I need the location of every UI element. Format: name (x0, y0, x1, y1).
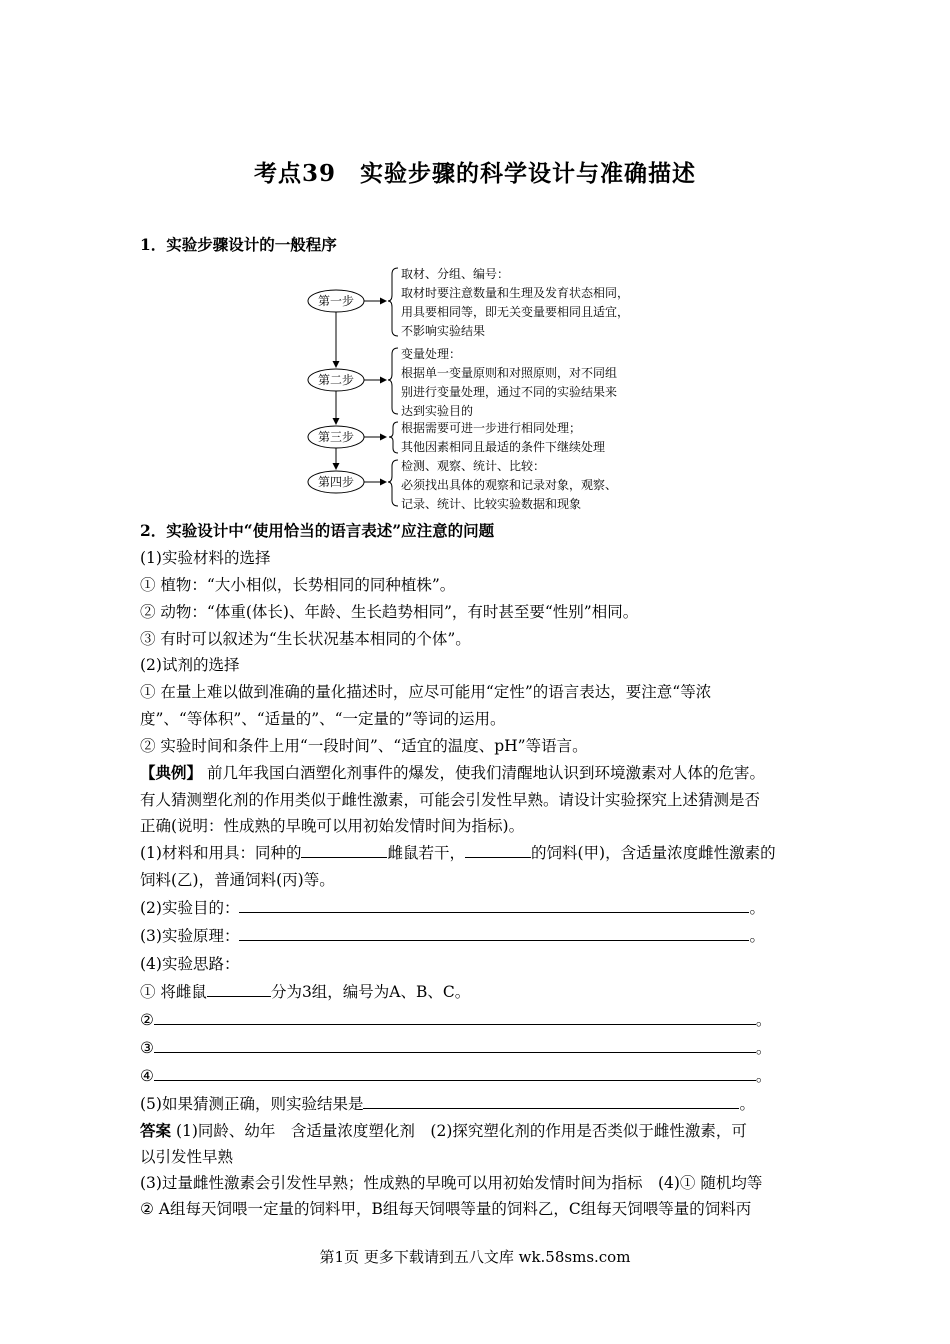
reagent-item: ① 在量上难以做到准确的量化描述时，应尽可能用“定性”的语言表达，要注意“等浓 (140, 683, 712, 701)
material-item: ② 动物：“体重(体长)、年龄、生长趋势相同”，有时甚至要“性别”相同。 (140, 603, 639, 621)
example-tag: 【典例】 (140, 763, 203, 782)
q4-end: 。 (755, 1067, 772, 1085)
brace-3 (389, 422, 398, 453)
answer-tag: 答案 (140, 1121, 172, 1140)
answer-line: (3)过量雌性激素会引发性早熟；性成熟的早晚可以用初始发情时间为指标 (4)① 随机均等 (140, 1174, 763, 1192)
reagent-heading: (2)试剂的选择 (140, 656, 240, 674)
question-4-step3 (140, 1035, 812, 1061)
blank-field[interactable] (239, 895, 749, 913)
q1-text: (1)材料和用具：同种的 (140, 844, 302, 862)
q5-end: 。 (739, 1095, 755, 1113)
brace-1 (388, 268, 398, 336)
section1-heading: 1．实验步骤设计的一般程序 (140, 235, 337, 254)
material-item: ③ 有时可以叙述为“生长状况基本相同的个体”。 (140, 630, 471, 648)
blank-field[interactable] (154, 1007, 756, 1025)
step1-line: 取材、分组、编号： (401, 267, 510, 281)
step2-label: 第二步 (317, 373, 354, 387)
step4-label: 第四步 (317, 475, 354, 489)
question-1-cont: 饲料(乙)，普通饲料(丙)等。 (140, 871, 335, 889)
step1-line: 用具要相同等，即无关变量要相同且适宜， (401, 305, 630, 319)
step1-line: 取材时要注意数量和生理及发育状态相同， (401, 286, 630, 300)
page-title: 考点39 实验步骤的科学设计与准确描述 (253, 160, 696, 187)
step3-text (401, 419, 605, 457)
blank-field[interactable] (207, 979, 271, 997)
example-line: 正确(说明：性成熟的早晚可以用初始发情时间为指标)。 (140, 817, 525, 835)
step2-line: 变量处理： (401, 347, 462, 361)
q1-text: 雌鼠若干， (387, 844, 465, 862)
q1-text: 的饲料(甲)，含适量浓度雌性激素的 (530, 844, 776, 862)
q4-marker: ④ (140, 1067, 154, 1085)
blank-field[interactable] (154, 1035, 756, 1053)
blank-field[interactable] (301, 840, 387, 858)
q5-label: (5)如果猜测正确，则实验结果是 (140, 1095, 364, 1113)
blank-field[interactable] (465, 840, 531, 858)
q2-end: 。 (749, 899, 765, 917)
reagent-item: ② 实验时间和条件上用“一段时间”、“适宜的温度、pH”等语言。 (140, 737, 588, 755)
step1-line: 不影响实验结果 (401, 324, 486, 338)
answer-line: 以引发性早熟 (140, 1148, 234, 1166)
material-item: ① 植物：“大小相似，长势相同的同种植株”。 (140, 576, 456, 594)
step2-line: 达到实验目的 (401, 404, 474, 418)
question-4-step1 (140, 979, 812, 1005)
step1-label: 第一步 (317, 294, 354, 308)
material-heading: (1)实验材料的选择 (140, 549, 271, 567)
question-4-heading: (4)实验思路： (140, 955, 240, 973)
question-4-step2 (140, 1007, 812, 1033)
question-5 (140, 1091, 812, 1117)
step4-line: 记录、统计、比较实验数据和现象 (401, 497, 582, 511)
blank-field[interactable] (154, 1063, 756, 1081)
blank-field[interactable] (363, 1091, 739, 1109)
step1-text (401, 265, 629, 341)
q4-end: 。 (755, 1039, 772, 1057)
step4-line: 检测、观察、统计、比较： (401, 459, 546, 473)
brace-4 (388, 460, 398, 506)
q4-end: 。 (755, 1011, 772, 1029)
step4-line: 必须找出具体的观察和记录对象，观察、 (401, 478, 618, 492)
q4-text: 分为3组，编号为A、B、C。 (270, 983, 471, 1001)
example-text: 前几年我国白酒塑化剂事件的爆发，使我们清醒地认识到环境激素对人体的危害。 (206, 764, 765, 782)
q4-marker: ③ (140, 1039, 154, 1057)
q3-end: 。 (749, 927, 765, 945)
step2-line: 根据单一变量原则和对照原则，对不同组 (401, 366, 618, 380)
step3-line: 根据需要可进一步进行相同处理； (401, 421, 582, 435)
section2-heading: 2．实验设计中“使用恰当的语言表述”应注意的问题 (140, 521, 495, 540)
answer-line (140, 1118, 812, 1144)
question-2 (140, 895, 812, 921)
brace-2 (388, 348, 398, 414)
step3-line: 其他因素相同且最适的条件下继续处理 (401, 440, 606, 454)
page-footer: 第1页 更多下载请到五八文库 wk.58sms.com (319, 1248, 631, 1266)
example-line (140, 760, 812, 786)
question-3 (140, 923, 812, 949)
flowchart (300, 262, 660, 512)
q2-label: (2)实验目的： (140, 899, 240, 917)
question-4-step4 (140, 1063, 812, 1089)
step2-text (401, 345, 617, 421)
q3-label: (3)实验原理： (140, 927, 240, 945)
step2-line: 别进行变量处理，通过不同的实验结果来 (401, 385, 618, 399)
example-line: 有人猜测塑化剂的作用类似于雌性激素，可能会引发性早熟。请设计实验探究上述猜测是否 (140, 791, 761, 809)
reagent-item: 度”、“等体积”、“适量的”、“一定量的”等词的运用。 (140, 710, 506, 728)
answer-line: ② A组每天饲喂一定量的饲料甲，B组每天饲喂等量的饲料乙，C组每天饲喂等量的饲料丙 (140, 1200, 752, 1218)
blank-field[interactable] (239, 923, 749, 941)
step4-text (401, 457, 617, 514)
step3-label: 第三步 (317, 430, 354, 444)
q4-text: ① 将雌鼠 (140, 983, 207, 1001)
question-1 (140, 840, 812, 866)
q4-marker: ② (140, 1011, 154, 1029)
answer-text: (1)同龄、幼年 含适量浓度塑化剂 (2)探究塑化剂的作用是否类似于雌性激素，可 (175, 1122, 747, 1140)
